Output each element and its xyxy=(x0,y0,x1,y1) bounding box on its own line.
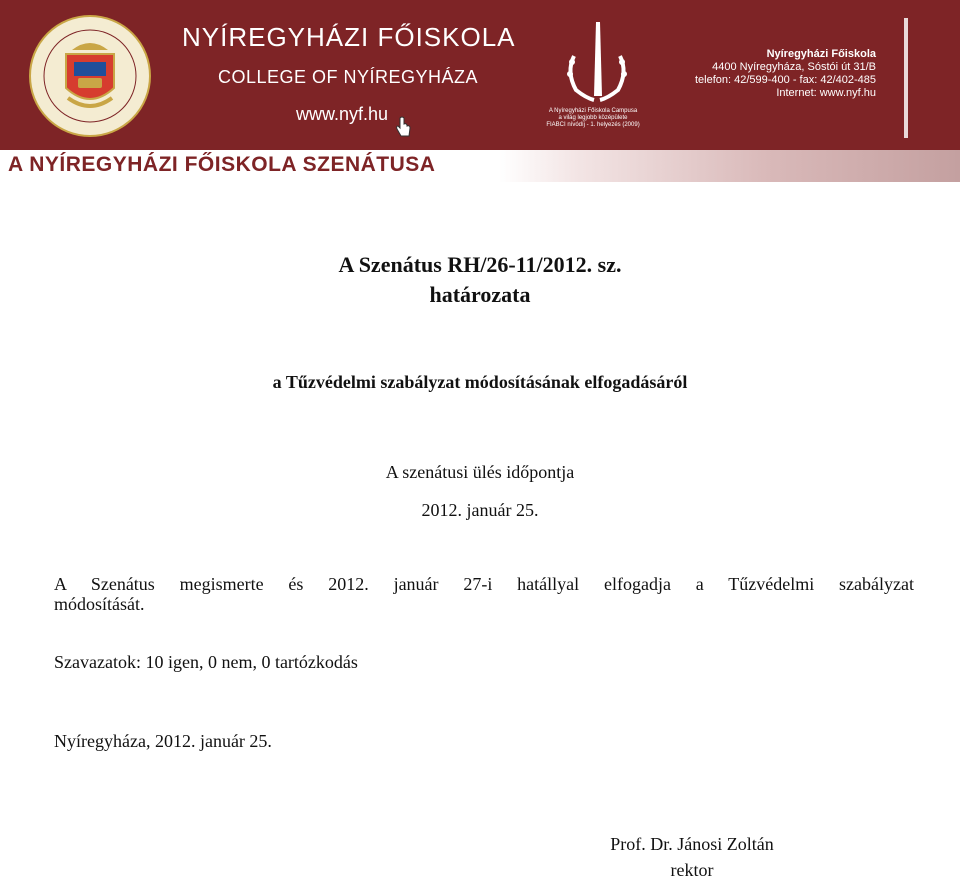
resolution-title-line2: határozata xyxy=(429,282,531,307)
signer-name: Prof. Dr. Jánosi Zoltán xyxy=(610,834,774,854)
pointer-hand-icon xyxy=(394,116,412,138)
resolution-text-line2: módosítását. xyxy=(54,594,145,614)
header-title-en: COLLEGE OF NYÍREGYHÁZA xyxy=(218,67,479,87)
resolution-text-line1: A Szenátus megismerte és 2012. január 27-i hatállyal elfogadja a Tűzvédelmi szabályzat xyxy=(54,574,914,594)
college-seal-logo xyxy=(28,14,152,138)
contact-phone: telefon: 42/599-400 - fax: 42/402-485 xyxy=(694,74,876,86)
header-website[interactable]: www.nyf.hu xyxy=(296,104,389,124)
resolution-subject: a Tűzvédelmi szabályzat módosításának elfogadásáról xyxy=(272,372,688,392)
resolution-title: A Szenátus RH/26-11/2012. sz. xyxy=(338,252,622,277)
contact-internet: Internet: www.nyf.hu xyxy=(776,87,876,99)
header-divider xyxy=(904,18,908,138)
place-and-date: Nyíregyháza, 2012. január 25. xyxy=(54,731,272,751)
header-title-hu: NYÍREGYHÁZI FŐISKOLA xyxy=(182,22,516,52)
contact-name: Nyíregyházi Főiskola xyxy=(766,48,876,60)
meeting-date: 2012. január 25. xyxy=(421,500,539,520)
campus-caption-line: a világ legjobb középülete xyxy=(558,115,628,121)
campus-caption-line: FIABCI nívódíj - 1. helyezés (2009) xyxy=(546,122,640,128)
contact-block xyxy=(695,48,876,100)
campus-caption-line: A Nyíregyházi Főiskola Campusa xyxy=(548,108,638,114)
contact-address: 4400 Nyíregyháza, Sóstói út 31/B xyxy=(712,61,876,73)
meeting-label: A szenátusi ülés időpontja xyxy=(385,462,575,482)
resolution-text xyxy=(54,574,914,614)
campus-caption xyxy=(528,108,658,129)
signer-title: rektor xyxy=(670,860,714,880)
senate-title: A NYÍREGYHÁZI FŐISKOLA SZENÁTUSA xyxy=(8,153,436,176)
votes-summary: Szavazatok: 10 igen, 0 nem, 0 tartózkodás xyxy=(54,652,358,672)
